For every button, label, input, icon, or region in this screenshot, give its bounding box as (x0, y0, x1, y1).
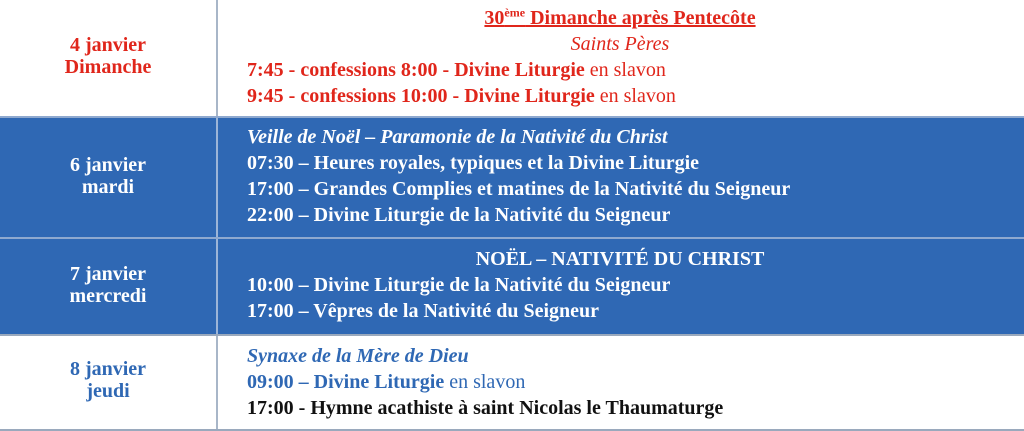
day-subtitle: Saints Pères (570, 33, 670, 55)
weekday-label: mardi (81, 176, 135, 198)
title-rest: Dimanche après Pentecôte (525, 7, 756, 29)
service-line: 07:30 – Heures royales, typiques et la Divine Liturgie (247, 152, 700, 174)
service-line: 22:00 – Divine Liturgie de la Nativité du Seigneur (247, 204, 671, 226)
service-line: 17:00 – Grandes Complies et matines de la Nativité du Seigneur (247, 178, 791, 200)
service-time-title: 9:45 - confessions 10:00 - Divine Liturgie (247, 85, 595, 107)
service-line: 10:00 – Divine Liturgie de la Nativité du Seigneur (247, 274, 671, 296)
service-line: 17:00 - Hymne acathiste à saint Nicolas le Thaumaturge (247, 397, 724, 419)
column-divider (216, 336, 218, 431)
day-title (216, 7, 1024, 29)
date-cell (0, 154, 216, 198)
date-label: 6 janvier (69, 154, 147, 176)
service-language: en slavon (444, 371, 526, 393)
day-title: NOËL – NATIVITÉ DU CHRIST (475, 248, 765, 270)
weekday-label: jeudi (86, 380, 130, 402)
schedule-row-jan-6 (0, 116, 1024, 237)
service-line (247, 59, 666, 81)
weekday-label: Dimanche (64, 56, 152, 78)
date-label: 4 janvier (69, 34, 147, 56)
date-cell (0, 263, 216, 307)
service-line: 17:00 – Vêpres de la Nativité du Seigneur (247, 300, 600, 322)
date-label: 7 janvier (69, 263, 147, 285)
schedule-row-jan-4 (0, 0, 1024, 116)
schedule-row-jan-8 (0, 334, 1024, 431)
day-title: Veille de Noël – Paramonie de la Nativité du Christ (247, 126, 668, 148)
service-time-title: 09:00 – Divine Liturgie (247, 371, 445, 393)
weekday-label: mercredi (69, 285, 147, 307)
day-title: Synaxe de la Mère de Dieu (247, 345, 469, 367)
schedule-row-jan-7 (0, 237, 1024, 334)
date-label: 8 janvier (69, 358, 147, 380)
date-cell (0, 34, 216, 78)
date-cell (0, 358, 216, 402)
service-line (247, 371, 525, 393)
service-time-title: 7:45 - confessions 8:00 - Divine Liturgie (247, 59, 585, 81)
title-superscript: ème (504, 5, 526, 20)
service-language: en slavon (584, 59, 666, 81)
service-language: en slavon (594, 85, 676, 107)
service-line (247, 85, 676, 107)
day-title-text (484, 7, 755, 29)
column-divider (216, 118, 218, 237)
title-number: 30 (484, 7, 505, 29)
